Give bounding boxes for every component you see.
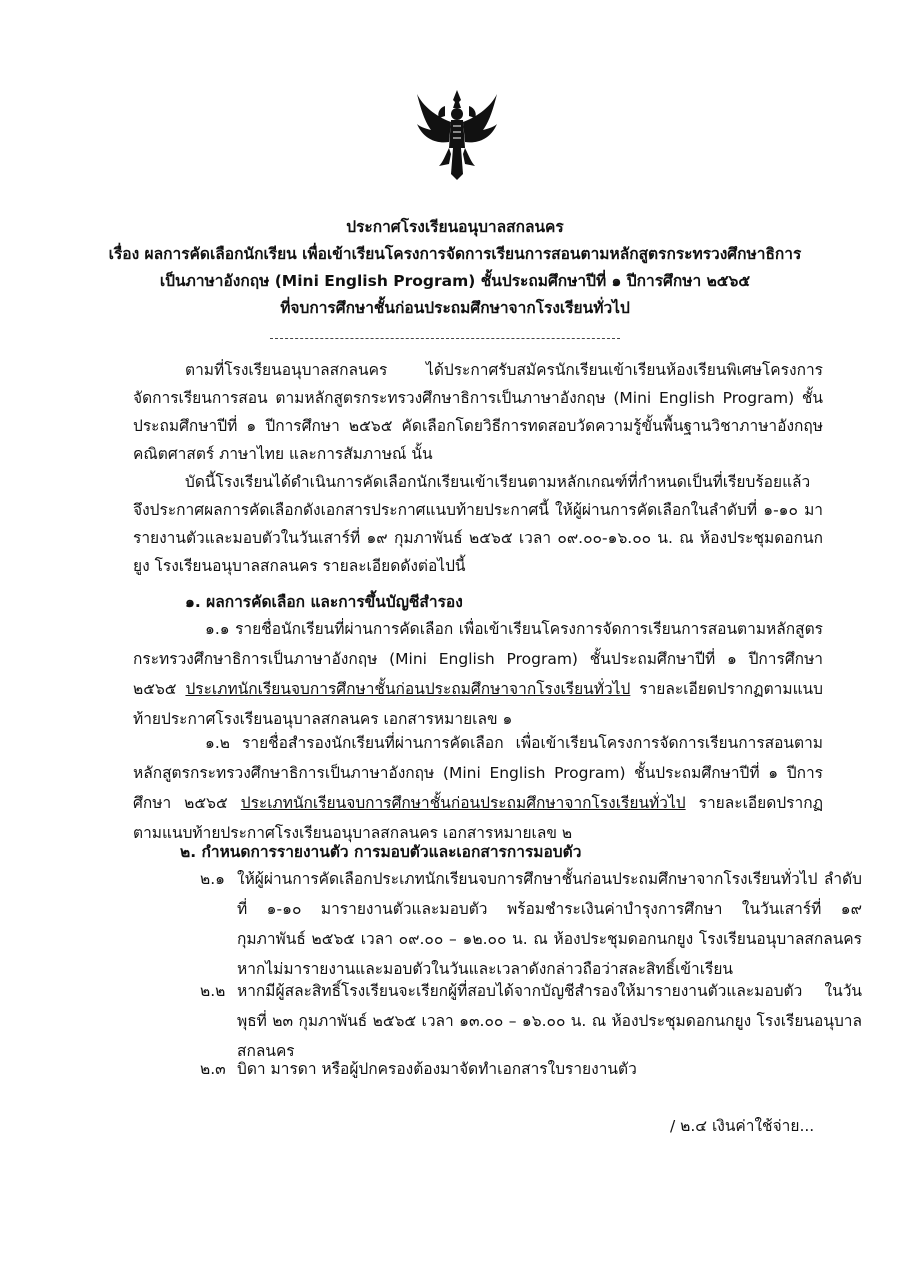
- item-2-1-number: ๒.๑: [200, 870, 225, 888]
- title-line-4: ที่จบการศึกษาชั้นก่อนประถมศึกษาจากโรงเรียนทั่วไป: [280, 299, 630, 317]
- item-2-2-number: ๒.๒: [200, 982, 226, 1000]
- item-2-3: [200, 1054, 862, 1084]
- title-line-2: เรื่อง ผลการคัดเลือกนักเรียน เพื่อเข้าเรียนโครงการจัดการเรียนการสอนตามหลักสูตรกระทรวงศึกษาธิการ: [108, 245, 802, 263]
- item-2-3-number: ๒.๓: [200, 1060, 226, 1078]
- continuation-note: / ๒.๔ เงินค่าใช้จ่าย...: [670, 1117, 815, 1135]
- item-1-2-text: ๑.๒ รายชื่อสำรองนักเรียนที่ผ่านการคัดเลือก เพื่อเข้าเรียนโครงการจัดการเรียนการสอนตามหลักสูตรกระทรวงศึกษาธิการเป็นภาษาอังกฤษ (Mini English Program) ชั้นประถมศึกษาปีที่ ๑ ปีการศึกษา ๒๕๖๕: [133, 734, 823, 812]
- item-1-2-end: รายละเอียดปรากฏตามแนบท้ายประกาศโรงเรียนอนุบาลสกลนคร เอกสารหมายเลข ๒: [133, 794, 823, 842]
- document-title: [100, 214, 810, 322]
- section-1-heading: ๑. ผลการคัดเลือก และการขึ้นบัญชีสำรอง: [185, 593, 463, 611]
- item-2-2-text: หากมีผู้สละสิทธิ์โรงเรียนจะเรียกผู้ที่สอบได้จากบัญชีสำรองให้มารายงานตัวและมอบตัว ในวันพุธที่ ๒๓ กุมภาพันธ์ ๒๕๖๕ เวลา ๑๓.๐๐ – ๑๖.๐๐ น. ณ ห้องประชุมดอกนกยูง โรงเรียนอนุบาลสกลนคร: [237, 982, 862, 1060]
- item-1-1-end: รายละเอียดปรากฏตามแนบท้ายประกาศโรงเรียนอนุบาลสกลนคร เอกสารหมายเลข ๑: [133, 680, 823, 728]
- item-2-1-text: ให้ผู้ผ่านการคัดเลือกประเภทนักเรียนจบการศึกษาชั้นก่อนประถมศึกษาจากโรงเรียนทั่วไป ลำดับที่ ๑-๑๐ มารายงานตัวและมอบตัว พร้อมชำระเงินค่าบำรุงการศึกษา ในวันเสาร์ที่ ๑๙ กุมภาพันธ์ ๒๕๖๕ เวลา ๐๙.๐๐ – ๑๒.๐๐ น. ณ ห้องประชุมดอกนกยูง โรงเรียนอนุบาลสกลนคร หากไม่มารายงานและมอบตัวในวันและเวลาดังกล่าวถือว่าสละสิทธิ์เข้าเรียน: [237, 870, 862, 978]
- intro-paragraph-2: บัดนี้โรงเรียนได้ดำเนินการคัดเลือกนักเรียนเข้าเรียนตามหลักเกณฑ์ที่กำหนดเป็นที่เรียบร้อยแล้ว จึงประกาศผลการคัดเลือกดังเอกสารประกาศแนบท้ายประกาศนี้ ให้ผู้ผ่านการคัดเลือกในลำดับที่ ๑-๑๐ มารายงานตัวและมอบตัวในวันเสาร์ที่ ๑๙ กุมภาพันธ์ ๒๕๖๕ เวลา ๐๙.๐๐-๑๖.๐๐ น. ณ ห้องประชุมดอกนกยูง โรงเรียนอนุบาลสกลนคร รายละเอียดดังต่อไปนี้: [133, 473, 823, 575]
- item-1-1-text: ๑.๑ รายชื่อนักเรียนที่ผ่านการคัดเลือก เพื่อเข้าเรียนโครงการจัดการเรียนการสอนตามหลักสูตรกระทรวงศึกษาธิการเป็นภาษาอังกฤษ (Mini English Program) ชั้นประถมศึกษาปีที่ ๑ ปีการศึกษา ๒๕๖๕: [133, 620, 823, 698]
- section-2-heading: ๒. กำหนดการรายงานตัว การมอบตัวและเอกสารการมอบตัว: [180, 843, 582, 861]
- title-line-3: เป็นภาษาอังกฤษ (Mini English Program) ชั้นประถมศึกษาปีที่ ๑ ปีการศึกษา ๒๕๖๕: [159, 272, 751, 290]
- item-2-2: [200, 976, 862, 1066]
- item-1-2: [133, 728, 823, 848]
- title-line-1: ประกาศโรงเรียนอนุบาลสกลนคร: [346, 218, 564, 236]
- item-1-1: [133, 614, 823, 734]
- item-1-2-underlined: ประเภทนักเรียนจบการศึกษาชั้นก่อนประถมศึกษาจากโรงเรียนทั่วไป: [240, 794, 686, 812]
- item-2-1: [200, 864, 862, 984]
- item-2-3-text: บิดา มารดา หรือผู้ปกครองต้องมาจัดทำเอกสารใบรายงานตัว: [237, 1060, 637, 1078]
- garuda-emblem-icon: [415, 86, 499, 182]
- separator-dashed-line: [270, 338, 620, 339]
- intro-paragraph-1: ตามที่โรงเรียนอนุบาลสกลนคร ได้ประกาศรับสมัครนักเรียนเข้าเรียนห้องเรียนพิเศษโครงการจัดการเรียนการสอน ตามหลักสูตรกระทรวงศึกษาธิการเป็นภาษาอังกฤษ (Mini English Program) ชั้นประถมศึกษาปีที่ ๑ ปีการศึกษา ๒๕๖๕ คัดเลือกโดยวิธีการทดสอบวัดความรู้ขั้นพื้นฐานวิชาภาษาอังกฤษ คณิตศาสตร์ ภาษาไทย และการสัมภาษณ์ นั้น: [133, 361, 823, 463]
- item-1-1-underlined: ประเภทนักเรียนจบการศึกษาชั้นก่อนประถมศึกษาจากโรงเรียนทั่วไป: [185, 680, 631, 698]
